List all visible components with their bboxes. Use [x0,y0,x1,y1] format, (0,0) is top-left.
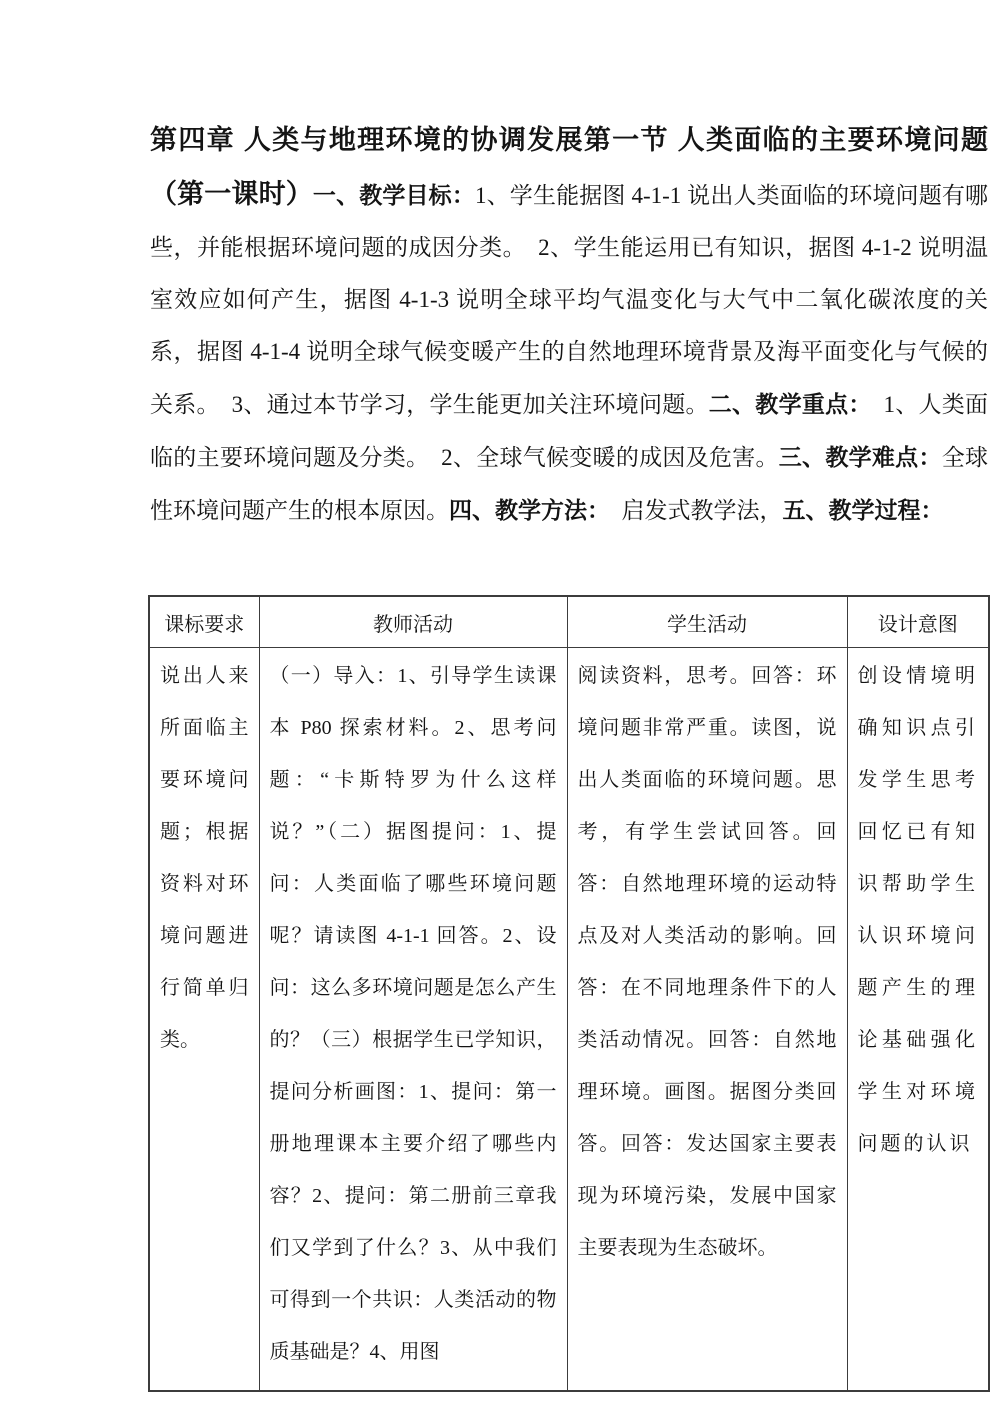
section-teaching-goals-label: 一、教学目标： [312,182,475,208]
teaching-process-table [148,595,990,1392]
table-row [149,648,989,1392]
cell-curriculum-requirements: 说出人来所面临主要环境问题；根据资料对环境问题进行简单归类。 [149,648,259,1392]
lesson-plan-text [150,114,988,537]
teaching-method-text: 启发式教学法， [598,498,783,523]
column-header-student-activities: 学生活动 [567,596,847,648]
column-header-teacher-activities: 教师活动 [259,596,567,648]
section-teaching-difficulty-label: 三、教学难点： [778,444,942,470]
chapter-title: 第四章 人类与地理环境的协调发展第一节 人类面临的主要环境问题（第一课时） [150,125,988,209]
section-teaching-method-label: 四、教学方法： [449,497,599,523]
cell-design-intent: 创设情境明确知识点引发学生思考回忆已有知识帮助学生认识环境问题产生的理论基础强化学生对环境问题的认识 [847,648,989,1392]
cell-student-activities: 阅读资料，思考。回答：环境问题非常严重。读图，说出人类面临的环境问题。思考，有学生尝试回答。回答：自然地理环境的运动特点及对人类活动的影响。回答：在不同地理条件下的人类活动情况。回答：自然地理环境。画图。据图分类回答。回答：发达国家主要表现为环境污染，发展中国家主要表现为生态破坏。 [567,648,847,1392]
column-header-design-intent: 设计意图 [847,596,989,648]
teaching-goals-text: 1、学生能据图 4-1-1 说出人类面临的环境问题有哪些，并能根据环境问题的成因分类。 2、学生能运用已有知识，据图 4-1-2 说明温室效应如何产生，据图 4-1-3 说明全球平均气温变化与大气中二氧化碳浓度的关系，据图 4-1-4 说明全球气候变暖产生的自然地理环境背景及海平面变化与气候的关系。 3、通过本节学习，学生能更加关注环境问题。 [150,183,989,417]
column-header-curriculum-requirements: 课标要求 [149,596,259,648]
teaching-focus-text: 1、人类面临的主要环境问题及分类。 2、全球气候变暖的成因及危害。 [150,392,989,470]
cell-teacher-activities: （一）导入：1、引导学生读课本 P80 探索材料。2、思考问题：“卡斯特罗为什么这样说？”（二）据图提问：1、提问：人类面临了哪些环境问题呢？请读图 4-1-1 回答。2、设问：这么多环境问题是怎么产生的？（三）根据学生已学知识，提问分析画图：1、提问：第一册地理课本主要介绍了哪些内容？2、提问：第二册前三章我们又学到了什么？3、从中我们可得到一个共识：人类活动的物质基础是？4、用图 [259,648,567,1392]
section-teaching-process-label: 五、教学过程： [782,497,944,523]
teaching-difficulty-text: 全球性环境问题产生的根本原因。 [150,445,989,523]
section-teaching-focus-label: 二、教学重点： [708,391,861,417]
table-header-row [149,596,989,648]
